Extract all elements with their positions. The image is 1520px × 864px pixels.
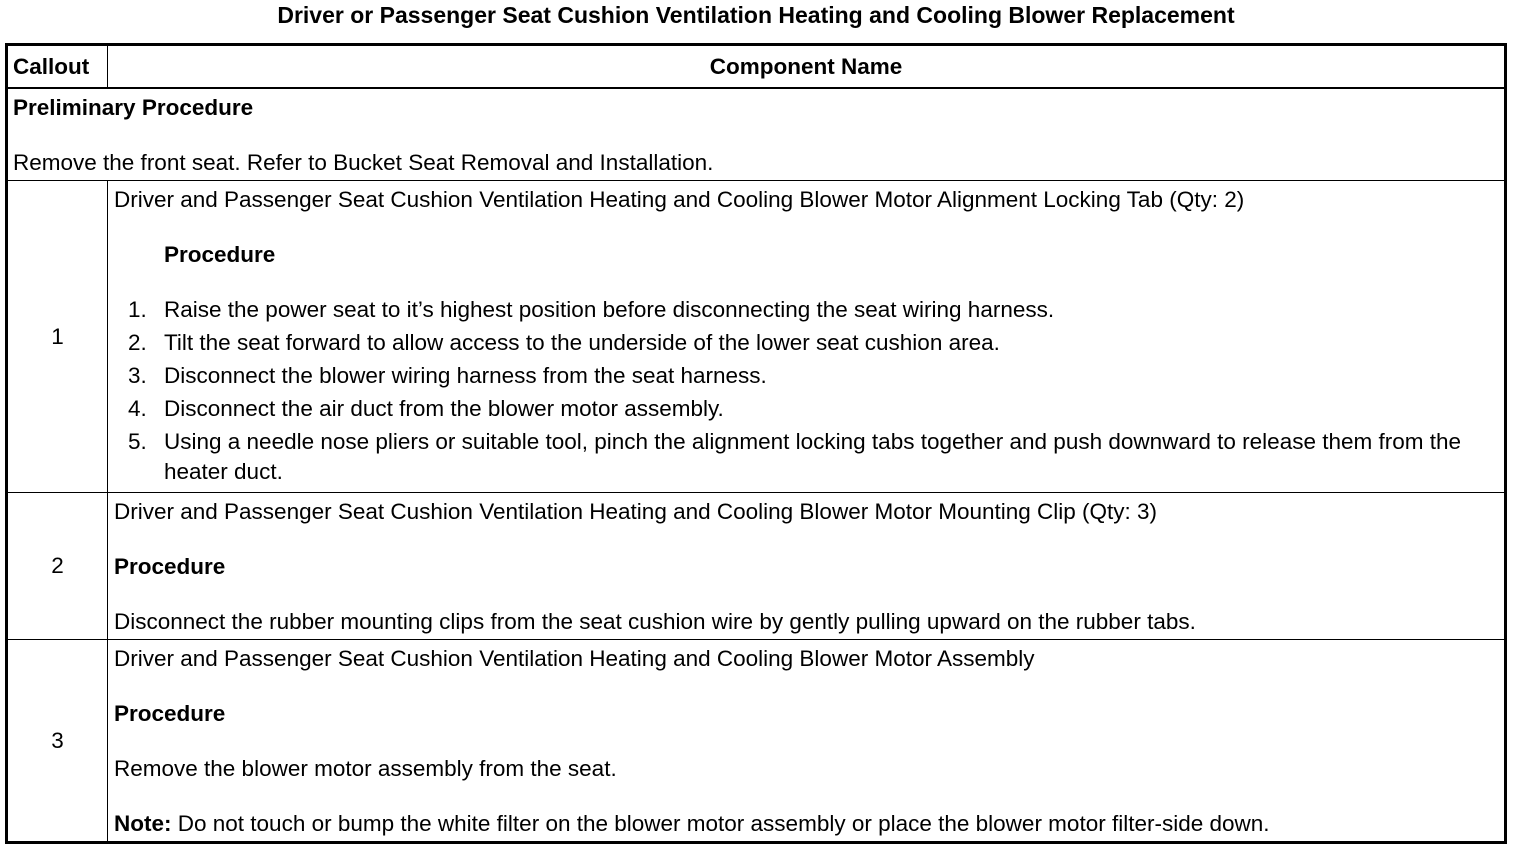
step-number: 2. [128, 330, 147, 355]
callout-column-header: Callout [7, 45, 108, 89]
procedure-heading: Procedure [164, 242, 276, 267]
list-item [128, 328, 1498, 358]
step-text: Tilt the seat forward to allow access to the underside of the lower seat cushion area. [164, 330, 1000, 355]
step-text: Using a needle nose pliers or suitable tool, pinch the alignment locking tabs together and push downward to release them from the heater duct. [164, 429, 1462, 484]
component-cell [108, 640, 1506, 843]
component-name: Driver and Passenger Seat Cushion Ventilation Heating and Cooling Blower Motor Alignment Locking Tab (Qty: 2) [114, 187, 1245, 212]
procedure-text: Remove the blower motor assembly from the seat. [114, 756, 617, 781]
component-column-header: Component Name [108, 45, 1506, 89]
step-number: 3. [128, 363, 147, 388]
page-title: Driver or Passenger Seat Cushion Ventilation Heating and Cooling Blower Replacement [277, 2, 1235, 28]
component-name: Driver and Passenger Seat Cushion Ventilation Heating and Cooling Blower Motor Assembly [114, 646, 1035, 671]
step-number: 1. [128, 297, 147, 322]
note-text: Do not touch or bump the white filter on the blower motor assembly or place the blower motor filter-side down. [171, 811, 1270, 836]
component-cell [108, 493, 1506, 640]
procedure-table [5, 43, 1507, 844]
list-item [128, 295, 1498, 325]
table-row [7, 640, 1506, 843]
component-cell [108, 181, 1506, 493]
note-label: Note: [114, 811, 172, 836]
procedure-text: Disconnect the rubber mounting clips from the seat cushion wire by gently pulling upward on the rubber tabs. [114, 609, 1196, 634]
list-item [128, 361, 1498, 391]
procedure-steps [114, 295, 1498, 487]
list-item [128, 394, 1498, 424]
list-item [128, 427, 1498, 487]
preliminary-row [7, 88, 1506, 181]
table-row [7, 493, 1506, 640]
step-text: Raise the power seat to it’s highest position before disconnecting the seat wiring harness. [164, 297, 1055, 322]
table-header-row [7, 45, 1506, 89]
preliminary-cell [7, 88, 1506, 181]
step-number: 5. [128, 429, 147, 454]
step-text: Disconnect the blower wiring harness from the seat harness. [164, 363, 767, 388]
step-text: Disconnect the air duct from the blower motor assembly. [164, 396, 724, 421]
step-number: 4. [128, 396, 147, 421]
callout-number: 3 [7, 640, 108, 843]
preliminary-text: Remove the front seat. Refer to Bucket Seat Removal and Installation. [13, 150, 714, 175]
procedure-heading: Procedure [114, 701, 226, 726]
component-name: Driver and Passenger Seat Cushion Ventilation Heating and Cooling Blower Motor Mounting Clip (Qty: 3) [114, 499, 1158, 524]
callout-number: 2 [7, 493, 108, 640]
table-row [7, 181, 1506, 493]
preliminary-heading: Preliminary Procedure [13, 95, 254, 120]
note [114, 809, 1498, 839]
procedure-heading: Procedure [114, 554, 226, 579]
callout-number: 1 [7, 181, 108, 493]
